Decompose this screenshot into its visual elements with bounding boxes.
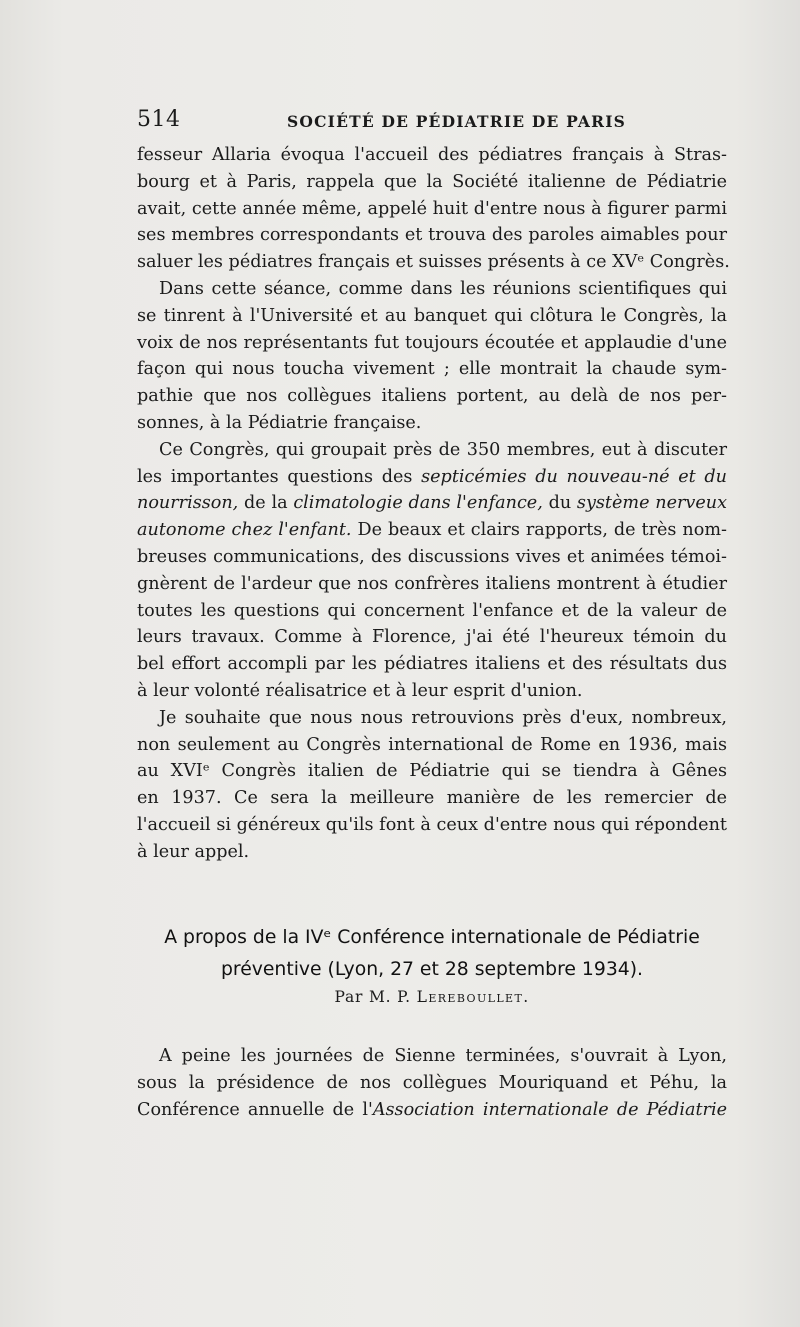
text-line (137, 464, 727, 491)
running-head: SOCIÉTÉ DE PÉDIATRIE DE PARIS (287, 112, 627, 131)
text-line: leurs travaux. Comme à Florence, j'ai été l'heureux témoin du (137, 627, 727, 648)
text-line: se tinrent à l'Université et au banquet qui clôtura le Congrès, la (137, 305, 727, 326)
italic-run: système nerveux (576, 493, 728, 514)
text-run: de la (238, 493, 294, 514)
text-line: Ce Congrès, qui groupait près de 350 membres, eut à discuter (159, 439, 727, 460)
text-line (137, 517, 727, 544)
text-line: à leur volonté réalisatrice et à leur esprit d'union. (137, 680, 583, 701)
text-line: saluer les pédiatres français et suisses présents à ce XVᵉ Congrès. (137, 252, 730, 273)
text-run: Conférence annuelle de l' (137, 1099, 373, 1120)
italic-run: Association internationale de Pédiatrie (372, 1099, 727, 1120)
text-line: A peine les journées de Sienne terminées, s'ouvrait à Lyon, (159, 1046, 727, 1066)
text-line: gnèrent de l'ardeur que nos confrères italiens montrent à étudier (137, 573, 727, 594)
text-line: breuses communications, des discussions vives et animées témoi- (137, 546, 727, 567)
text-line (137, 1097, 727, 1124)
text-line: ses membres correspondants et trouva des paroles aimables pour (137, 225, 727, 246)
text-line: l'accueil si généreux qu'ils font à ceux d'entre nous qui répondent (137, 814, 727, 835)
text-run: du (542, 493, 577, 514)
italic-run: septicémies du nouveau-né et du (421, 466, 727, 487)
byline (137, 988, 727, 1006)
italic-run: autonome chez l'enfant. (137, 520, 352, 541)
text-line: bel effort accompli par les pédiatres italiens et des résultats dus (137, 654, 727, 675)
byline-author: Lereboullet. (416, 988, 530, 1006)
text-line: Dans cette séance, comme dans les réunions scientifiques qui (159, 278, 727, 299)
text-line: sonnes, à la Pédiatrie française. (137, 412, 422, 433)
text-line: en 1937. Ce sera la meilleure manière de les remercier de (137, 788, 727, 809)
text-line: bourg et à Paris, rappela que la Société italienne de Pédiatrie (137, 171, 727, 192)
text-line: sous la présidence de nos collègues Mouriquand et Péhu, la (137, 1072, 727, 1093)
italic-run: climatologie dans l'enfance, (293, 493, 543, 514)
body-text-section (137, 1043, 727, 1123)
byline-prefix: Par M. P. (334, 988, 417, 1006)
text-line: Je souhaite que nous nous retrouvions près d'eux, nombreux, (159, 707, 727, 728)
section-title-line: préventive (Lyon, 27 et 28 septembre 1934). (220, 959, 644, 980)
section-title (137, 922, 727, 986)
page-header (137, 107, 727, 137)
text-line: toutes les questions qui concernent l'enfance et de la valeur de (137, 600, 727, 621)
body-text (137, 142, 730, 866)
text-line: non seulement au Congrès international de Rome en 1936, mais (137, 734, 727, 755)
text-line: voix de nos représentants fut toujours écoutée et applaudie d'une (137, 332, 727, 353)
text-line (137, 490, 727, 517)
text-line: façon qui nous toucha vivement ; elle montrait la chaude sym- (137, 359, 727, 380)
text-line: fesseur Allaria évoqua l'accueil des pédiatres français à Stras- (137, 145, 727, 165)
text-run: les importantes questions des (137, 466, 422, 487)
text-line: pathie que nos collègues italiens portent, au delà de nos per- (137, 386, 727, 407)
text-line: au XVIᵉ Congrès italien de Pédiatrie qui se tiendra à Gênes (137, 761, 727, 782)
text-run: De beaux et clairs rapports, de très nom- (351, 520, 727, 541)
text-line: avait, cette année même, appelé huit d'entre nous à figurer parmi (137, 198, 727, 219)
section-title-line: A propos de la IVᵉ Conférence internationale de Pédiatrie (164, 927, 700, 948)
text-line: à leur appel. (137, 841, 250, 862)
page-number: 514 (137, 107, 181, 132)
italic-run: nourrisson, (137, 493, 239, 514)
